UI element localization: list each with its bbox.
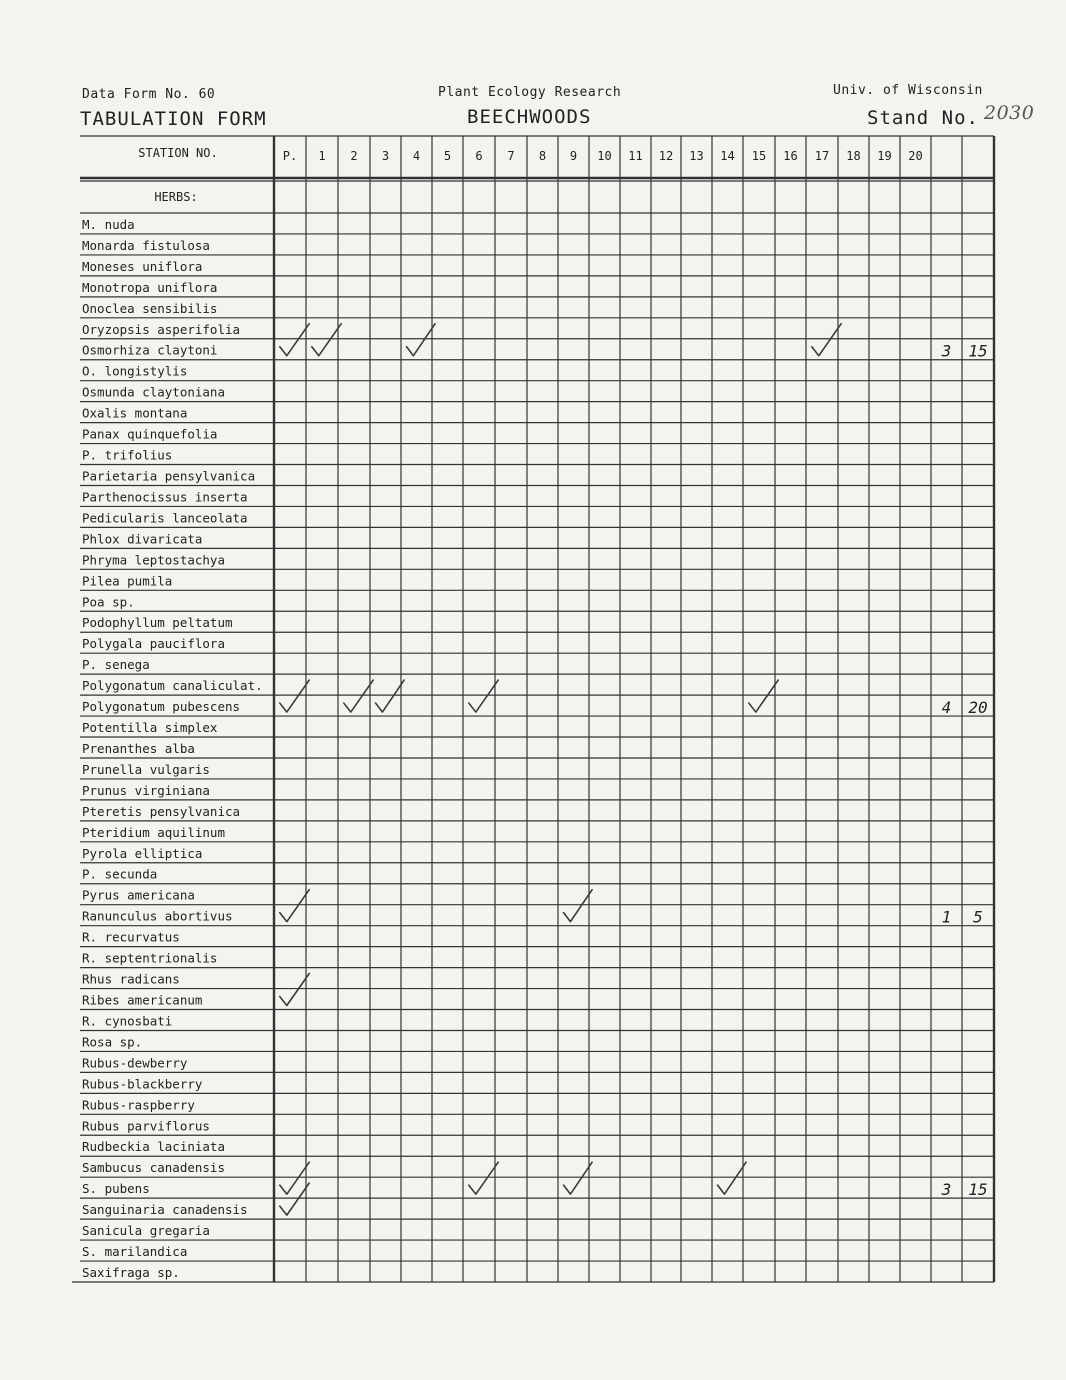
column-header: 1 <box>318 149 326 163</box>
tally-value: 3 <box>941 341 952 361</box>
tally-value: 15 <box>968 1180 988 1200</box>
column-header: 4 <box>412 149 421 163</box>
check-mark <box>718 1162 747 1194</box>
species-label: Pteretis pensylvanica <box>82 803 241 819</box>
section-label: HERBS: <box>154 190 198 204</box>
species-label: Rudbeckia laciniata <box>82 1139 225 1155</box>
check-mark <box>469 1162 498 1194</box>
column-header: 10 <box>597 149 612 163</box>
species-label: M. nuda <box>82 216 135 232</box>
species-label: P. senega <box>82 657 150 673</box>
column-header: 3 <box>381 149 390 163</box>
form-title: TABULATION FORM <box>80 108 267 130</box>
form-number: Data Form No. 60 <box>82 87 216 102</box>
tally-value: 20 <box>968 698 988 718</box>
species-label: Saxifraga sp. <box>82 1265 180 1280</box>
species-label: Rubus-blackberry <box>82 1076 203 1092</box>
species-label: Oryzopsis asperifolia <box>82 321 241 337</box>
species-label: Pyrus americana <box>82 887 195 903</box>
stand-label: Stand No. <box>867 107 979 129</box>
species-label: Ribes americanum <box>82 992 203 1008</box>
species-label: Pteridium aquilinum <box>82 824 225 840</box>
tally-value: 15 <box>968 341 988 361</box>
check-mark <box>749 680 778 712</box>
column-header: 14 <box>720 149 735 163</box>
species-label: Phlox divaricata <box>82 531 203 547</box>
species-label: Poa sp. <box>82 594 135 610</box>
tally-value: 4 <box>941 698 952 718</box>
species-label: Pyrola elliptica <box>82 845 203 861</box>
station-label: STATION NO. <box>138 146 218 160</box>
check-mark <box>280 680 309 712</box>
species-label: R. cynosbati <box>82 1013 173 1029</box>
check-mark <box>564 890 593 922</box>
column-header: P. <box>282 149 298 163</box>
species-label: Sanicula gregaria <box>82 1223 210 1239</box>
research-label: Plant Ecology Research <box>438 85 622 100</box>
species-label: Rubus-raspberry <box>82 1097 195 1113</box>
species-label: Rubus-dewberry <box>82 1055 188 1071</box>
species-label: Monarda fistulosa <box>82 237 210 253</box>
species-label: Parthenocissus inserta <box>82 489 248 505</box>
stand-number: 2030 <box>984 102 1035 124</box>
species-label: Rubus parviflorus <box>82 1118 210 1134</box>
column-header: 17 <box>814 149 830 163</box>
check-mark <box>280 1183 309 1215</box>
species-label: S. pubens <box>82 1181 150 1197</box>
university-label: Univ. of Wisconsin <box>833 83 983 98</box>
species-label: Monotropa uniflora <box>82 279 218 295</box>
site-name: BEECHWOODS <box>467 106 592 128</box>
species-label: Potentilla simplex <box>82 720 218 736</box>
species-label: Pedicularis lanceolata <box>82 510 248 526</box>
species-label: Prenanthes alba <box>82 740 195 756</box>
species-label: Onoclea sensibilis <box>82 300 218 316</box>
check-mark <box>812 324 841 356</box>
column-header: 11 <box>628 149 643 163</box>
species-label: Osmorhiza claytoni <box>82 342 218 358</box>
species-label: Prunella vulgaris <box>82 761 210 777</box>
species-label: Prunus virginiana <box>82 782 210 798</box>
tally-value: 1 <box>941 907 952 927</box>
check-mark <box>312 324 341 356</box>
species-label: Phryma leptostachya <box>82 552 225 568</box>
column-header: 13 <box>689 149 704 163</box>
column-header: 8 <box>538 149 547 163</box>
species-label: P. trifolius <box>82 447 173 463</box>
species-label: Osmunda claytoniana <box>82 384 225 400</box>
column-header: 15 <box>751 149 767 163</box>
column-header: 6 <box>475 149 483 163</box>
species-label: O. longistylis <box>82 363 188 379</box>
species-label: Polygonatum canaliculat. <box>82 678 263 694</box>
species-label: P. secunda <box>82 866 158 882</box>
check-mark <box>407 324 436 356</box>
species-label: Sambucus canadensis <box>82 1160 225 1176</box>
column-header: 19 <box>877 149 892 163</box>
species-label: R. recurvatus <box>82 929 180 945</box>
check-mark <box>564 1162 593 1194</box>
species-label: Polygala pauciflora <box>82 636 225 652</box>
check-mark <box>376 680 405 712</box>
column-header: 16 <box>783 149 798 163</box>
species-label: Ranunculus abortivus <box>82 908 233 924</box>
check-mark <box>344 680 373 712</box>
column-header: 9 <box>569 149 578 163</box>
species-label: Rosa sp. <box>82 1034 143 1050</box>
species-label: Rhus radicans <box>82 971 180 987</box>
column-header: 5 <box>443 149 452 163</box>
check-mark <box>280 974 309 1006</box>
check-mark <box>280 324 309 356</box>
species-label: Sanguinaria canadensis <box>82 1202 248 1218</box>
species-label: Polygonatum pubescens <box>82 699 241 715</box>
column-header: 12 <box>658 149 674 163</box>
column-header: 2 <box>350 149 358 163</box>
check-mark <box>469 680 498 712</box>
column-header: 18 <box>846 149 861 163</box>
species-label: Parietaria pensylvanica <box>82 468 256 484</box>
species-label: R. septentrionalis <box>82 950 218 966</box>
tally-value: 3 <box>941 1180 952 1200</box>
species-label: Pilea pumila <box>82 573 173 589</box>
tally-value: 5 <box>973 907 983 927</box>
check-mark <box>280 890 309 922</box>
species-label: Panax quinquefolia <box>82 426 218 442</box>
species-label: Moneses uniflora <box>82 258 203 274</box>
species-label: Podophyllum peltatum <box>82 615 233 631</box>
column-header: 20 <box>908 149 923 163</box>
column-header: 7 <box>507 149 515 163</box>
species-label: Oxalis montana <box>82 405 188 421</box>
species-label: S. marilandica <box>82 1244 188 1260</box>
